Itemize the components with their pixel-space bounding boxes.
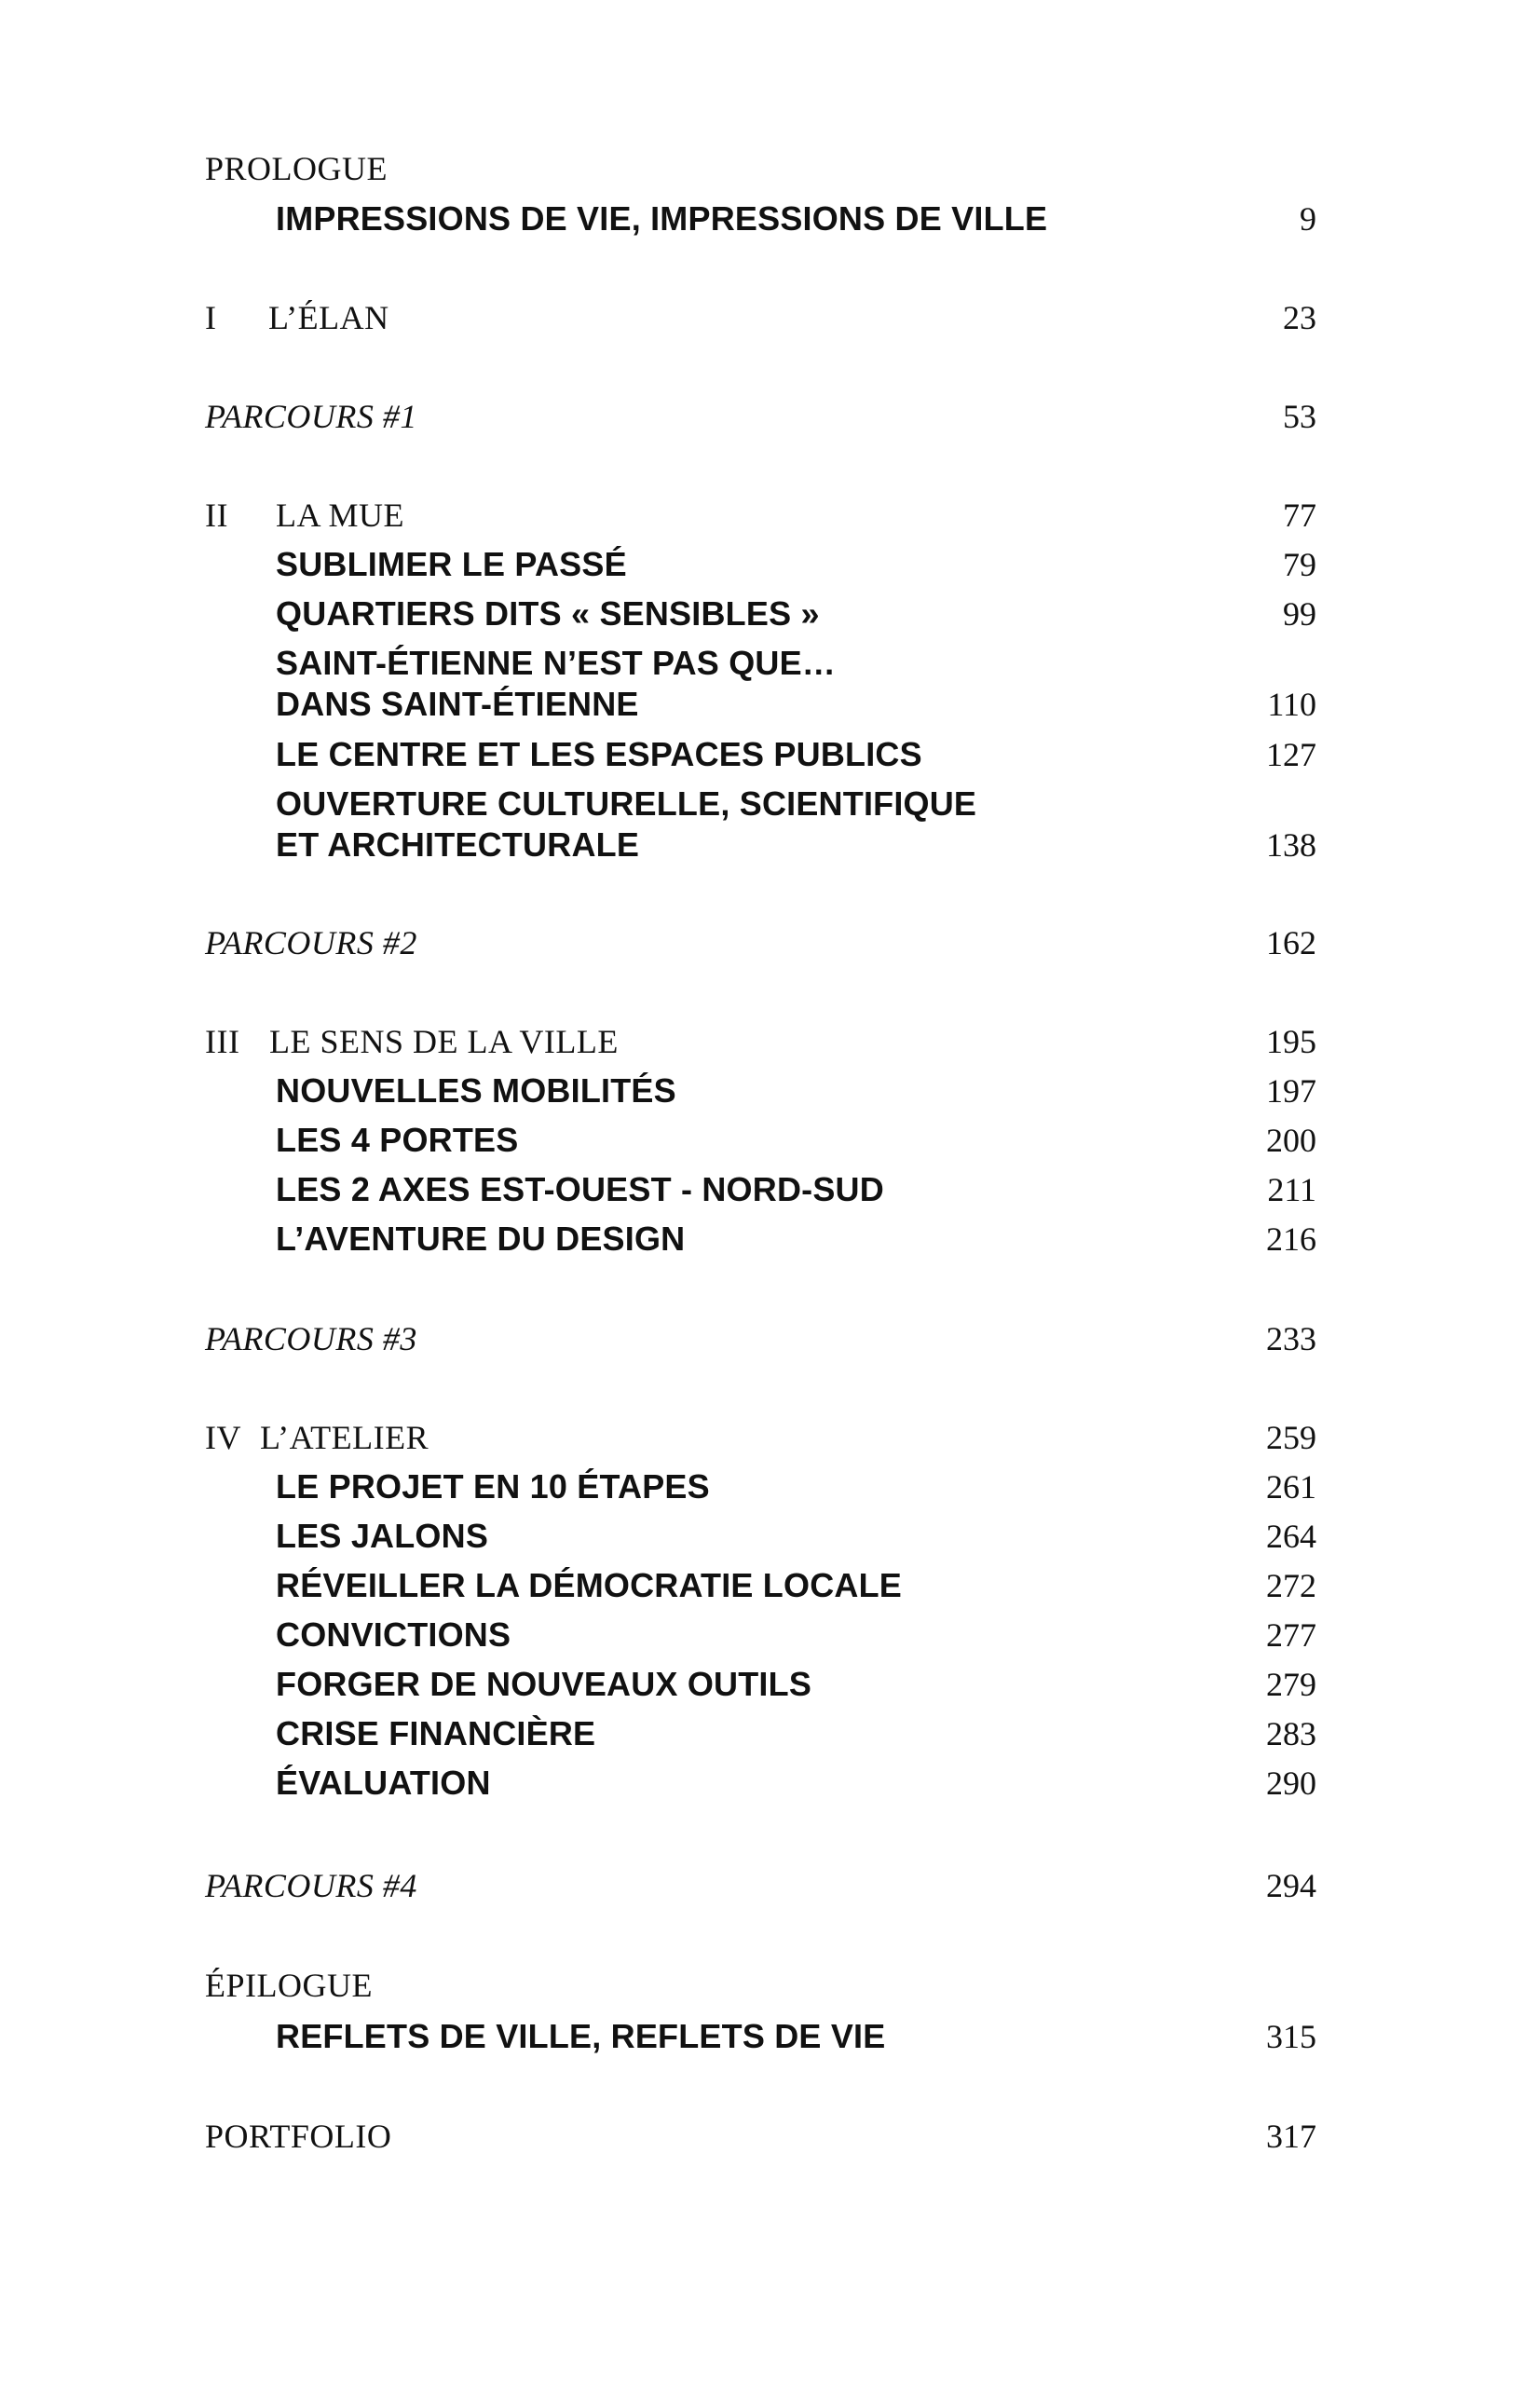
toc-entry-title-line2: DANS SAINT-ÉTIENNE: [276, 685, 639, 723]
portfolio-title: PORTFOLIO: [205, 2118, 392, 2155]
toc-entry-title: RÉVEILLER LA DÉMOCRATIE LOCALE: [276, 1566, 902, 1604]
toc-entry-title-line1: SAINT-ÉTIENNE N’EST PAS QUE…: [276, 644, 837, 682]
toc-entry-title: NOUVELLES MOBILITÉS: [276, 1071, 676, 1110]
part-title: LA MUE: [276, 497, 404, 534]
part-title: L’ATELIER: [260, 1419, 429, 1456]
toc-entry-page: 279: [1266, 1666, 1316, 1703]
toc-entry-title: LE PROJET EN 10 ÉTAPES: [276, 1467, 710, 1506]
toc-entry-page: 216: [1266, 1220, 1316, 1258]
toc-entry-page: 277: [1266, 1616, 1316, 1654]
toc-entry-page: 197: [1266, 1072, 1316, 1110]
part-numeral: II: [205, 497, 228, 534]
toc-entry-page: 290: [1266, 1765, 1316, 1802]
toc-entry-page: 272: [1266, 1567, 1316, 1604]
toc-entry-page: 261: [1266, 1468, 1316, 1506]
toc-entry-title: SUBLIMER LE PASSÉ: [276, 545, 627, 583]
toc-entry-page: 99: [1283, 595, 1316, 633]
toc-entry-title: ÉVALUATION: [276, 1764, 491, 1802]
part-numeral: IV: [205, 1419, 241, 1456]
toc-entry-page: 200: [1266, 1122, 1316, 1159]
toc-entry-page: 9: [1300, 200, 1316, 238]
parcours-title: PARCOURS #4: [205, 1867, 417, 1904]
part-numeral: I: [205, 299, 217, 336]
toc-entry-title: REFLETS DE VILLE, REFLETS DE VIE: [276, 2017, 886, 2055]
toc-entry-page: 79: [1283, 546, 1316, 583]
part-title: L’ÉLAN: [268, 299, 389, 336]
parcours-title: PARCOURS #2: [205, 924, 417, 961]
toc-entry-page: 127: [1266, 736, 1316, 773]
toc-entry-title: CRISE FINANCIÈRE: [276, 1714, 596, 1752]
parcours-page: 294: [1266, 1867, 1316, 1904]
toc-entry-title: LES 2 AXES EST-OUEST - NORD-SUD: [276, 1170, 884, 1208]
toc-entry-title: LES JALONS: [276, 1517, 489, 1555]
part-page: 259: [1266, 1419, 1316, 1456]
toc-entry-page: 138: [1266, 826, 1316, 864]
portfolio-page: 317: [1266, 2118, 1316, 2155]
parcours-title: PARCOURS #3: [205, 1320, 417, 1357]
parcours-page: 53: [1283, 398, 1316, 435]
part-page: 23: [1283, 299, 1316, 336]
toc-entry-title: FORGER DE NOUVEAUX OUTILS: [276, 1665, 812, 1703]
parcours-page: 162: [1266, 924, 1316, 961]
prologue-heading: PROLOGUE: [205, 150, 388, 187]
toc-entry-title: QUARTIERS DITS « SENSIBLES »: [276, 594, 820, 633]
toc-entry-title-line1: OUVERTURE CULTURELLE, SCIENTIFIQUE: [276, 784, 977, 823]
toc-entry-title: LE CENTRE ET LES ESPACES PUBLICS: [276, 735, 922, 773]
part-numeral: III: [205, 1023, 240, 1060]
toc-entry-title: IMPRESSIONS DE VIE, IMPRESSIONS DE VILLE: [276, 199, 1048, 238]
toc-entry-title-line2: ET ARCHITECTURALE: [276, 825, 640, 864]
toc-entry-title: L’AVENTURE DU DESIGN: [276, 1220, 686, 1258]
toc-entry-page: 315: [1266, 2018, 1316, 2055]
part-page: 77: [1283, 497, 1316, 534]
part-title: LE SENS DE LA VILLE: [269, 1023, 619, 1060]
toc-entry-page: 264: [1266, 1518, 1316, 1555]
epilogue-heading: ÉPILOGUE: [205, 1967, 373, 2004]
toc-entry-title: LES 4 PORTES: [276, 1121, 519, 1159]
parcours-page: 233: [1266, 1320, 1316, 1357]
part-page: 195: [1266, 1023, 1316, 1060]
parcours-title: PARCOURS #1: [205, 398, 417, 435]
toc-entry-page: 211: [1267, 1171, 1316, 1208]
toc-entry-page: 283: [1266, 1715, 1316, 1752]
toc-entry-title: CONVICTIONS: [276, 1615, 511, 1654]
toc-entry-page: 110: [1267, 686, 1316, 723]
